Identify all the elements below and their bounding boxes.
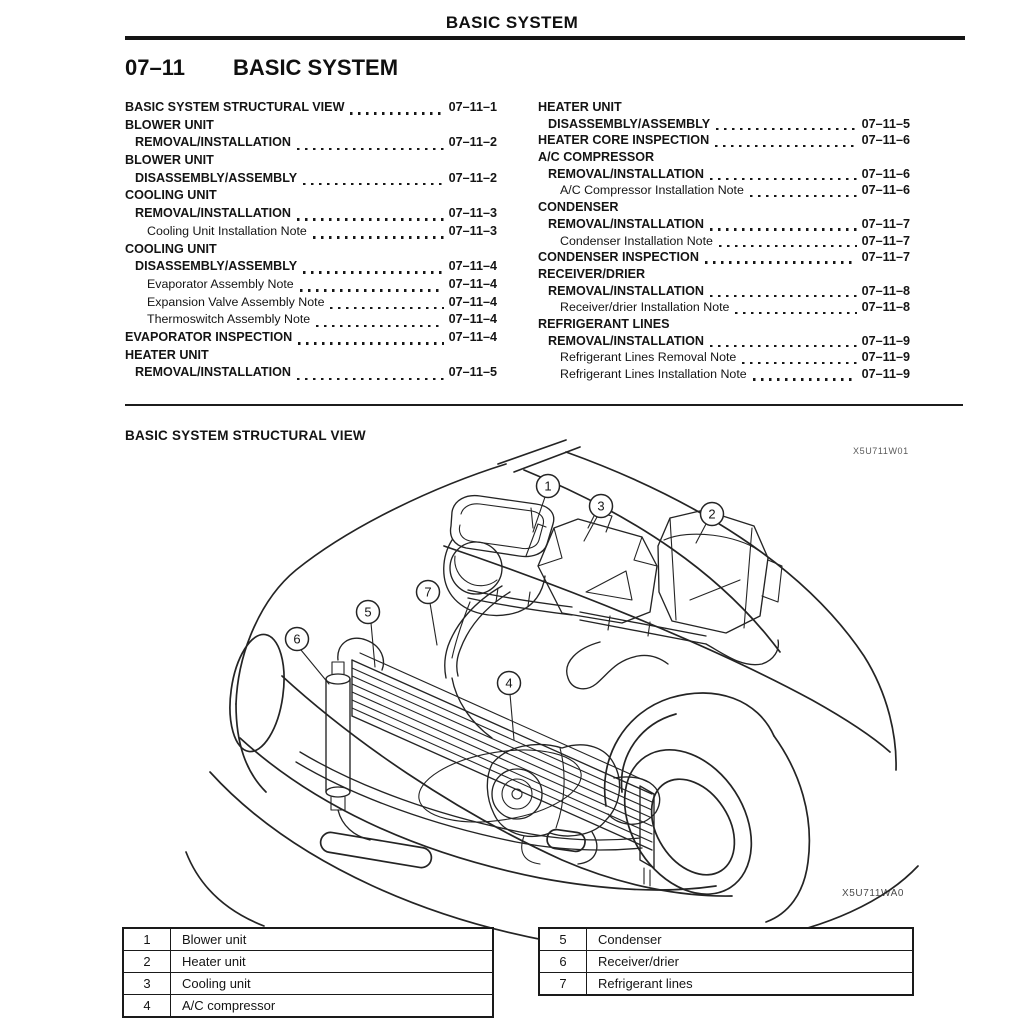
toc-entry-label: Cooling Unit Installation Note <box>147 223 307 238</box>
toc-entry-page: 07–11–7 <box>861 233 910 248</box>
refrigerant-lines-drawing <box>296 586 642 850</box>
toc-entry-label: REMOVAL/INSTALLATION <box>548 216 705 231</box>
toc-entry-page: 07–11–5 <box>448 365 497 380</box>
toc-entry-label: Condenser Installation Note <box>560 233 713 248</box>
legend-part-name: Refrigerant lines <box>598 976 693 991</box>
legend-callout-number: 4 <box>124 995 171 1016</box>
toc-entry-page: 07–11–6 <box>861 183 910 198</box>
toc-entry-page: 07–11–9 <box>861 367 910 381</box>
toc-entry-label: CONDENSER <box>538 200 619 215</box>
toc-entry-label: CONDENSER INSPECTION <box>538 250 699 265</box>
toc-entry-label: Refrigerant Lines Removal Note <box>560 350 737 365</box>
toc-entry-label: BLOWER UNIT <box>125 153 214 168</box>
legend-row <box>124 950 492 972</box>
toc-entry-page: 07–11–2 <box>448 135 497 150</box>
svg-text:6: 6 <box>293 631 301 647</box>
toc-entry-page: 07–11–7 <box>861 216 910 231</box>
legend-row <box>124 972 492 994</box>
toc-entry-page: 07–11–9 <box>861 350 910 365</box>
legend-row <box>540 929 912 950</box>
legend-callout-number: 1 <box>124 929 171 950</box>
toc-entry-label: Refrigerant Lines Installation Note <box>560 367 747 381</box>
toc-entry-label: REFRIGERANT LINES <box>538 316 670 331</box>
toc-entry-page: 07–11–5 <box>861 116 910 131</box>
section-number: 07–11 <box>125 55 185 80</box>
toc-entry-page: 07–11–4 <box>448 259 497 274</box>
car-outline <box>186 440 918 952</box>
toc-entry-label: Thermoswitch Assembly Note <box>147 312 311 327</box>
compressor-drawing <box>487 745 659 864</box>
cooling-unit-drawing <box>538 512 657 623</box>
figure-code-top: X5U711W01 <box>853 446 909 456</box>
legend-part-name: Heater unit <box>182 954 246 969</box>
toc-entry-page: 07–11–8 <box>861 300 910 315</box>
toc-entry-label: COOLING UNIT <box>125 241 217 256</box>
legend-callout-number: 6 <box>540 951 587 972</box>
toc-entry-label: HEATER UNIT <box>538 100 622 114</box>
toc-entry-page: 07–11–1 <box>448 100 497 114</box>
toc-entry-page: 07–11–3 <box>448 206 497 221</box>
toc-entry-label: DISASSEMBLY/ASSEMBLY <box>135 259 298 274</box>
callout-7 <box>417 581 440 646</box>
legend-row <box>124 929 492 950</box>
figure-title: BASIC SYSTEM STRUCTURAL VIEW <box>125 428 366 443</box>
toc-entry-page: 07–11–4 <box>448 329 497 344</box>
toc-entry-label: BASIC SYSTEM STRUCTURAL VIEW <box>125 100 345 114</box>
toc-entry-page: 07–11–4 <box>448 276 497 291</box>
legend-part-name: A/C compressor <box>182 998 276 1013</box>
toc-entry-page: 07–11–2 <box>448 170 497 185</box>
svg-text:4: 4 <box>505 675 513 691</box>
wheel-rim <box>634 764 751 890</box>
legend-row <box>124 994 492 1016</box>
legend-callout-number: 3 <box>124 973 171 994</box>
toc-entry-label: Evaporator Assembly Note <box>147 276 294 291</box>
toc-entry-label: A/C COMPRESSOR <box>538 150 655 165</box>
toc-entry-label: Expansion Valve Assembly Note <box>147 294 325 309</box>
callouts <box>286 475 724 741</box>
legend-callout-number: 7 <box>540 973 587 994</box>
toc-entry-label: RECEIVER/DRIER <box>538 266 646 281</box>
toc-entry-page: 07–11–4 <box>448 312 497 327</box>
toc-entry-page: 07–11–7 <box>861 250 910 265</box>
toc-entry-page: 07–11–6 <box>861 166 910 181</box>
bumper-intake-slot <box>319 831 433 869</box>
blower-unit-drawing <box>444 496 554 616</box>
headlight-outline <box>223 631 291 755</box>
toc-entry-label: REMOVAL/INSTALLATION <box>135 206 292 221</box>
svg-text:5: 5 <box>364 604 372 620</box>
toc-entry-label: EVAPORATOR INSPECTION <box>125 329 293 344</box>
toc-entry-label: BLOWER UNIT <box>125 117 214 132</box>
toc-entry-label: REMOVAL/INSTALLATION <box>135 135 292 150</box>
callout-2 <box>696 503 724 544</box>
toc-entry-page: 07–11–3 <box>448 223 497 238</box>
svg-text:3: 3 <box>597 498 605 514</box>
toc-entry-label: HEATER UNIT <box>125 347 209 362</box>
legend-part-name: Blower unit <box>182 932 247 947</box>
toc-entry-label: REMOVAL/INSTALLATION <box>548 333 705 348</box>
section-title: BASIC SYSTEM <box>233 55 399 80</box>
toc-entry-label: DISASSEMBLY/ASSEMBLY <box>548 116 711 131</box>
svg-text:7: 7 <box>424 584 432 600</box>
legend-table-right <box>538 927 914 996</box>
toc-entry-label: REMOVAL/INSTALLATION <box>135 365 292 380</box>
toc-entry-label: HEATER CORE INSPECTION <box>538 133 710 148</box>
running-header-title: BASIC SYSTEM <box>445 13 579 32</box>
toc-entry-page: 07–11–9 <box>861 333 910 348</box>
figure-code-bottom: X5U711WA0 <box>842 888 905 899</box>
callout-3 <box>584 495 613 542</box>
toc-entry-label: DISASSEMBLY/ASSEMBLY <box>135 170 298 185</box>
heater-unit-drawing <box>658 510 782 633</box>
legend-callout-number: 2 <box>124 951 171 972</box>
legend-part-name: Receiver/drier <box>598 954 679 969</box>
legend-row <box>540 972 912 994</box>
toc-entry-page: 07–11–4 <box>448 294 497 309</box>
legend-callout-number: 5 <box>540 929 587 950</box>
legend-part-name: Condenser <box>598 932 662 947</box>
svg-text:1: 1 <box>544 478 552 494</box>
toc-entry-label: A/C Compressor Installation Note <box>560 183 744 198</box>
toc-entry-label: COOLING UNIT <box>125 188 217 203</box>
toc-entry-page: 07–11–8 <box>861 283 910 298</box>
callout-6 <box>286 628 330 685</box>
callout-1 <box>533 475 560 533</box>
toc-entry-label: Receiver/drier Installation Note <box>560 300 730 315</box>
toc-entry-label: REMOVAL/INSTALLATION <box>548 283 705 298</box>
toc-entry-page: 07–11–6 <box>861 133 910 148</box>
legend-row <box>540 950 912 972</box>
legend-part-name: Cooling unit <box>182 976 251 991</box>
legend-table-left <box>122 927 494 1018</box>
svg-text:2: 2 <box>708 506 716 522</box>
receiver-drier-drawing <box>326 638 383 840</box>
toc-entry-label: REMOVAL/INSTALLATION <box>548 166 705 181</box>
